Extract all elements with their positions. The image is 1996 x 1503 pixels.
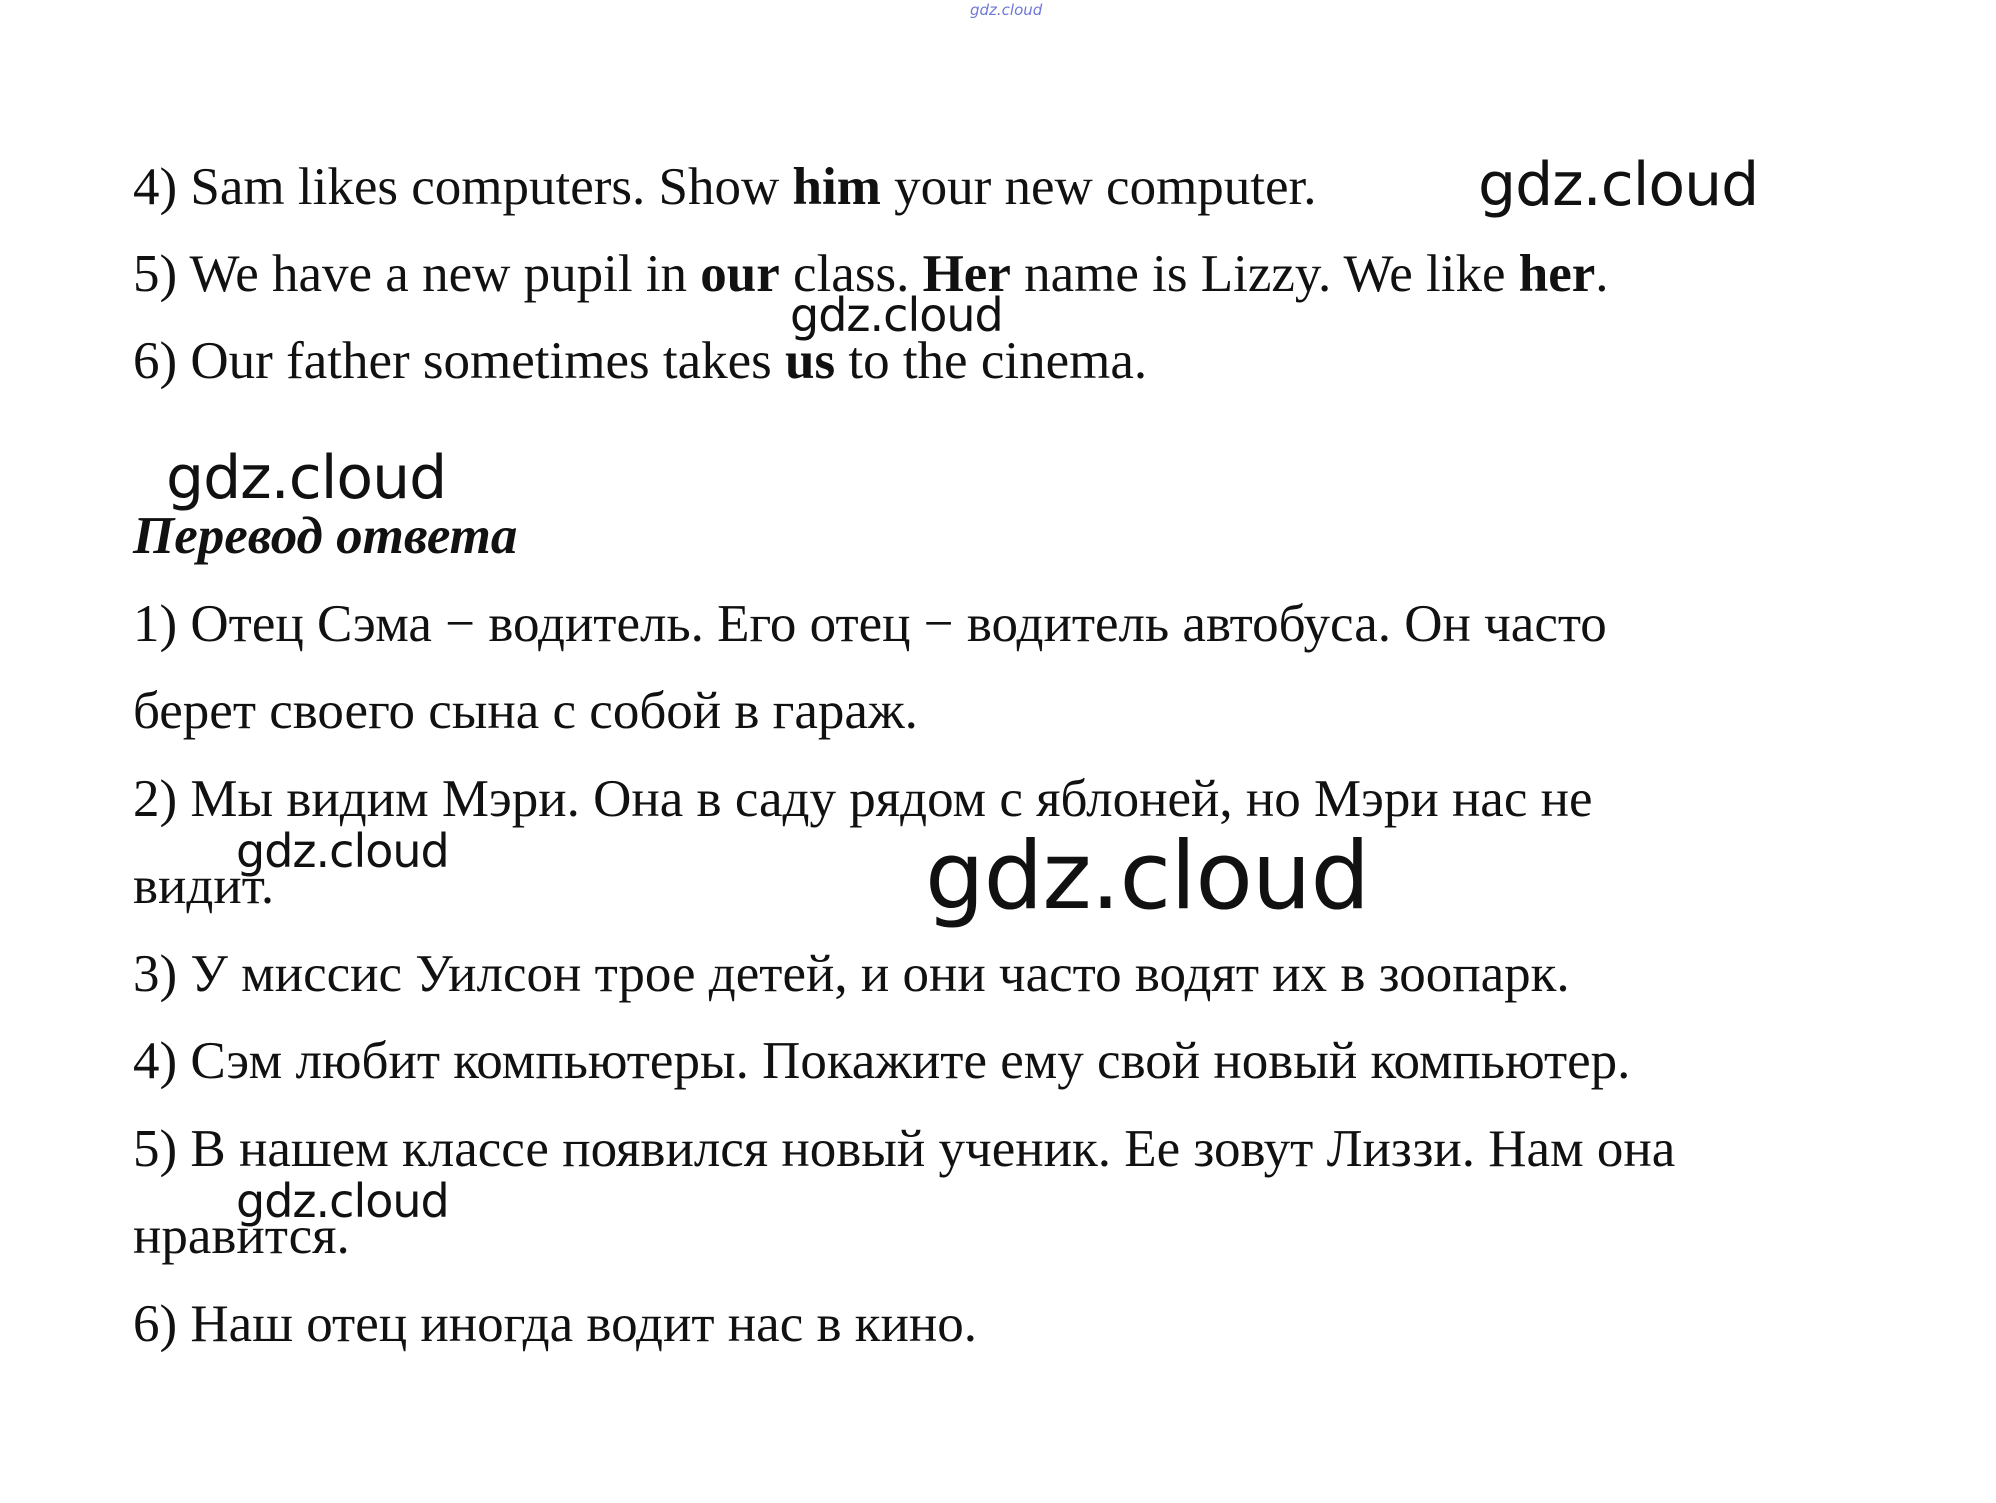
- text-segment: your new computer.: [880, 158, 1317, 216]
- translation-line: 1) Отец Сэма − водитель. Его отец − водитель автобуса. Он часто: [133, 595, 1607, 653]
- watermark: gdz.cloud: [1478, 150, 1759, 220]
- translation-line: 5) В нашем классе появился новый ученик. Ее зовут Лиззи. Нам она: [133, 1120, 1676, 1178]
- watermark: gdz.cloud: [166, 443, 447, 513]
- text-segment: to the cinema.: [835, 332, 1148, 390]
- text-segment: name is Lizzy. We like: [1010, 245, 1519, 303]
- answer-line-4: [133, 157, 1317, 217]
- translation-heading: Перевод ответа: [133, 507, 518, 565]
- watermark: gdz.cloud: [236, 824, 449, 878]
- bold-pronoun: our: [700, 245, 780, 303]
- translation-line: 3) У миссис Уилсон трое детей, и они часто водят их в зоопарк.: [133, 945, 1570, 1003]
- bold-pronoun: us: [785, 332, 836, 390]
- translation-line: нравится.: [133, 1207, 350, 1265]
- watermark: gdz.cloud: [790, 288, 1003, 342]
- translation-line: 2) Мы видим Мэри. Она в саду рядом с яблоней, но Мэри нас не: [133, 770, 1593, 828]
- bold-pronoun: Her: [922, 245, 1011, 303]
- translation-line: видит.: [133, 857, 275, 915]
- bold-pronoun: him: [792, 158, 881, 216]
- watermark-top: gdz.cloud: [970, 1, 1043, 19]
- watermark: gdz.cloud: [236, 1174, 449, 1228]
- watermark: gdz.cloud: [925, 822, 1370, 931]
- text-segment: 6) Our father sometimes takes: [133, 332, 785, 390]
- translation-line: 6) Наш отец иногда водит нас в кино.: [133, 1295, 977, 1353]
- translation-line: 4) Сэм любит компьютеры. Покажите ему свой новый компьютер.: [133, 1032, 1631, 1090]
- text-segment: .: [1595, 245, 1609, 303]
- text-segment: class.: [779, 245, 923, 303]
- bold-pronoun: her: [1518, 245, 1596, 303]
- translation-line: берет своего сына с собой в гараж.: [133, 682, 918, 740]
- text-segment: 5) We have a new pupil in: [133, 245, 701, 303]
- text-segment: 4) Sam likes computers. Show: [133, 158, 793, 216]
